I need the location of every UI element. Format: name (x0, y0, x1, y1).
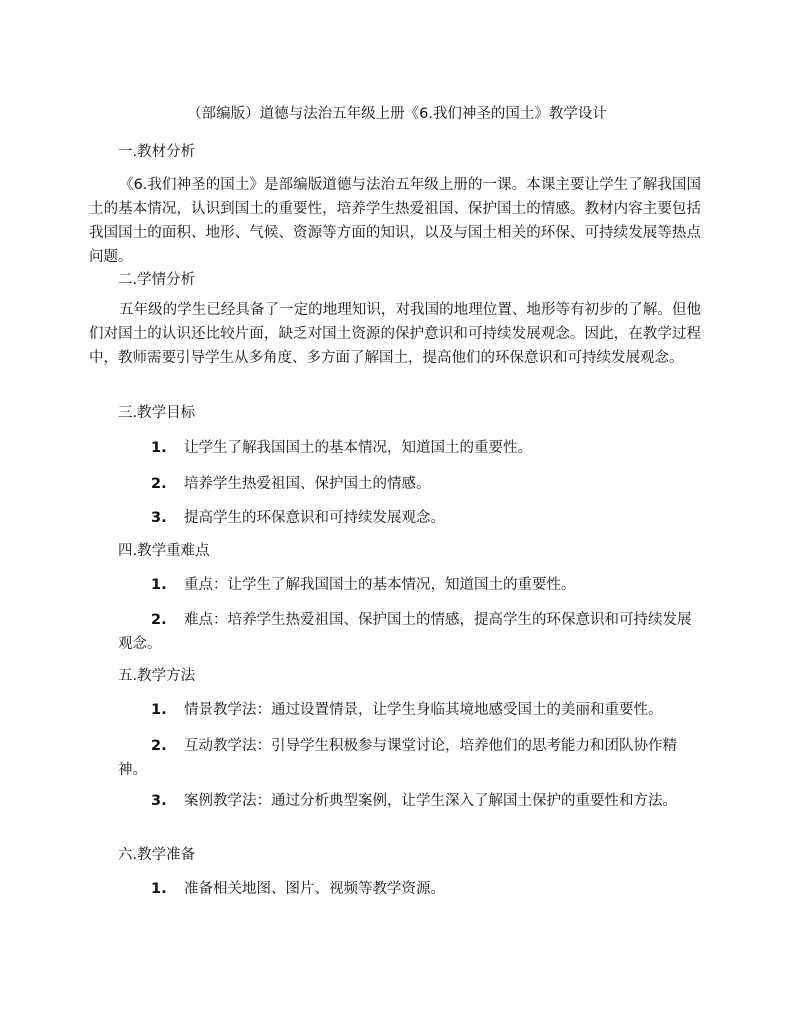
section-heading-2: 二.学情分析 (118, 272, 196, 288)
list-item (118, 506, 702, 530)
list-item-number: 3. (151, 793, 167, 809)
list-item-text: 让学生了解我国国土的基本情况，知道国土的重要性。 (184, 440, 532, 456)
list-item-text: 案例教学法：通过分析典型案例，让学生深入了解国土保护的重要性和方法。 (184, 793, 677, 809)
list-item-number: 1. (151, 881, 167, 897)
document-title: （部编版）道德与法治五年级上册《6.我们神圣的国土》教学设计 (187, 106, 607, 122)
list-item-number: 2. (151, 612, 167, 628)
list-item-text: 重点：让学生了解我国国土的基本情况，知道国土的重要性。 (184, 577, 576, 593)
list-item (118, 877, 702, 901)
list-item (118, 436, 702, 460)
section-heading-5: 五.教学方法 (118, 668, 196, 684)
section-heading-3: 三.教学目标 (118, 405, 196, 421)
section-heading-1: 一.教材分析 (118, 144, 196, 160)
list-item (118, 608, 702, 656)
list-item-number: 1. (151, 577, 167, 593)
list-item-number: 2. (151, 738, 167, 754)
list-item-text: 难点：培养学生热爱祖国、保护国土的情感，提高学生的环保意识和可持续发展观念。 (118, 612, 692, 652)
list-item-number: 1. (151, 702, 167, 718)
section-heading-4: 四.教学重难点 (118, 543, 210, 559)
list-item-text: 互动教学法：引导学生积极参与课堂讨论，培养他们的思考能力和团队协作精神。 (118, 738, 677, 778)
list-item-text: 提高学生的环保意识和可持续发展观念。 (184, 510, 445, 526)
list-item-number: 3. (151, 510, 167, 526)
list-item-text: 准备相关地图、图片、视频等教学资源。 (184, 881, 445, 897)
list-item-number: 1. (151, 440, 167, 456)
list-item (118, 472, 702, 496)
section-paragraph-1: 《6.我们神圣的国土》是部编版道德与法治五年级上册的一课。本课主要让学生了解我国国土的基本情况，认识到国土的重要性，培养学生热爱祖国、保护国土的情感。教材内容主要包括我国国土的面积、地形、气候、资源等方面的知识，以及与国土相关的环保、可持续发展等热点问题。 (89, 177, 701, 265)
section-paragraph-2: 五年级的学生已经具备了一定的地理知识，对我国的地理位置、地形等有初步的了解。但他们对国土的认识还比较片面，缺乏对国土资源的保护意识和可持续发展观念。因此，在教学过程中，教师需要引导学生从多角度、多方面了解国土，提高他们的环保意识和可持续发展观念。 (89, 302, 701, 366)
section-heading-6: 六.教学准备 (118, 847, 196, 863)
list-item-text: 情景教学法：通过设置情景，让学生身临其境地感受国土的美丽和重要性。 (184, 702, 663, 718)
list-item-number: 2. (151, 476, 167, 492)
list-item (118, 789, 702, 813)
list-item (118, 698, 702, 722)
list-item (118, 734, 702, 782)
list-item (118, 573, 702, 597)
list-item-text: 培养学生热爱祖国、保护国土的情感。 (184, 476, 431, 492)
